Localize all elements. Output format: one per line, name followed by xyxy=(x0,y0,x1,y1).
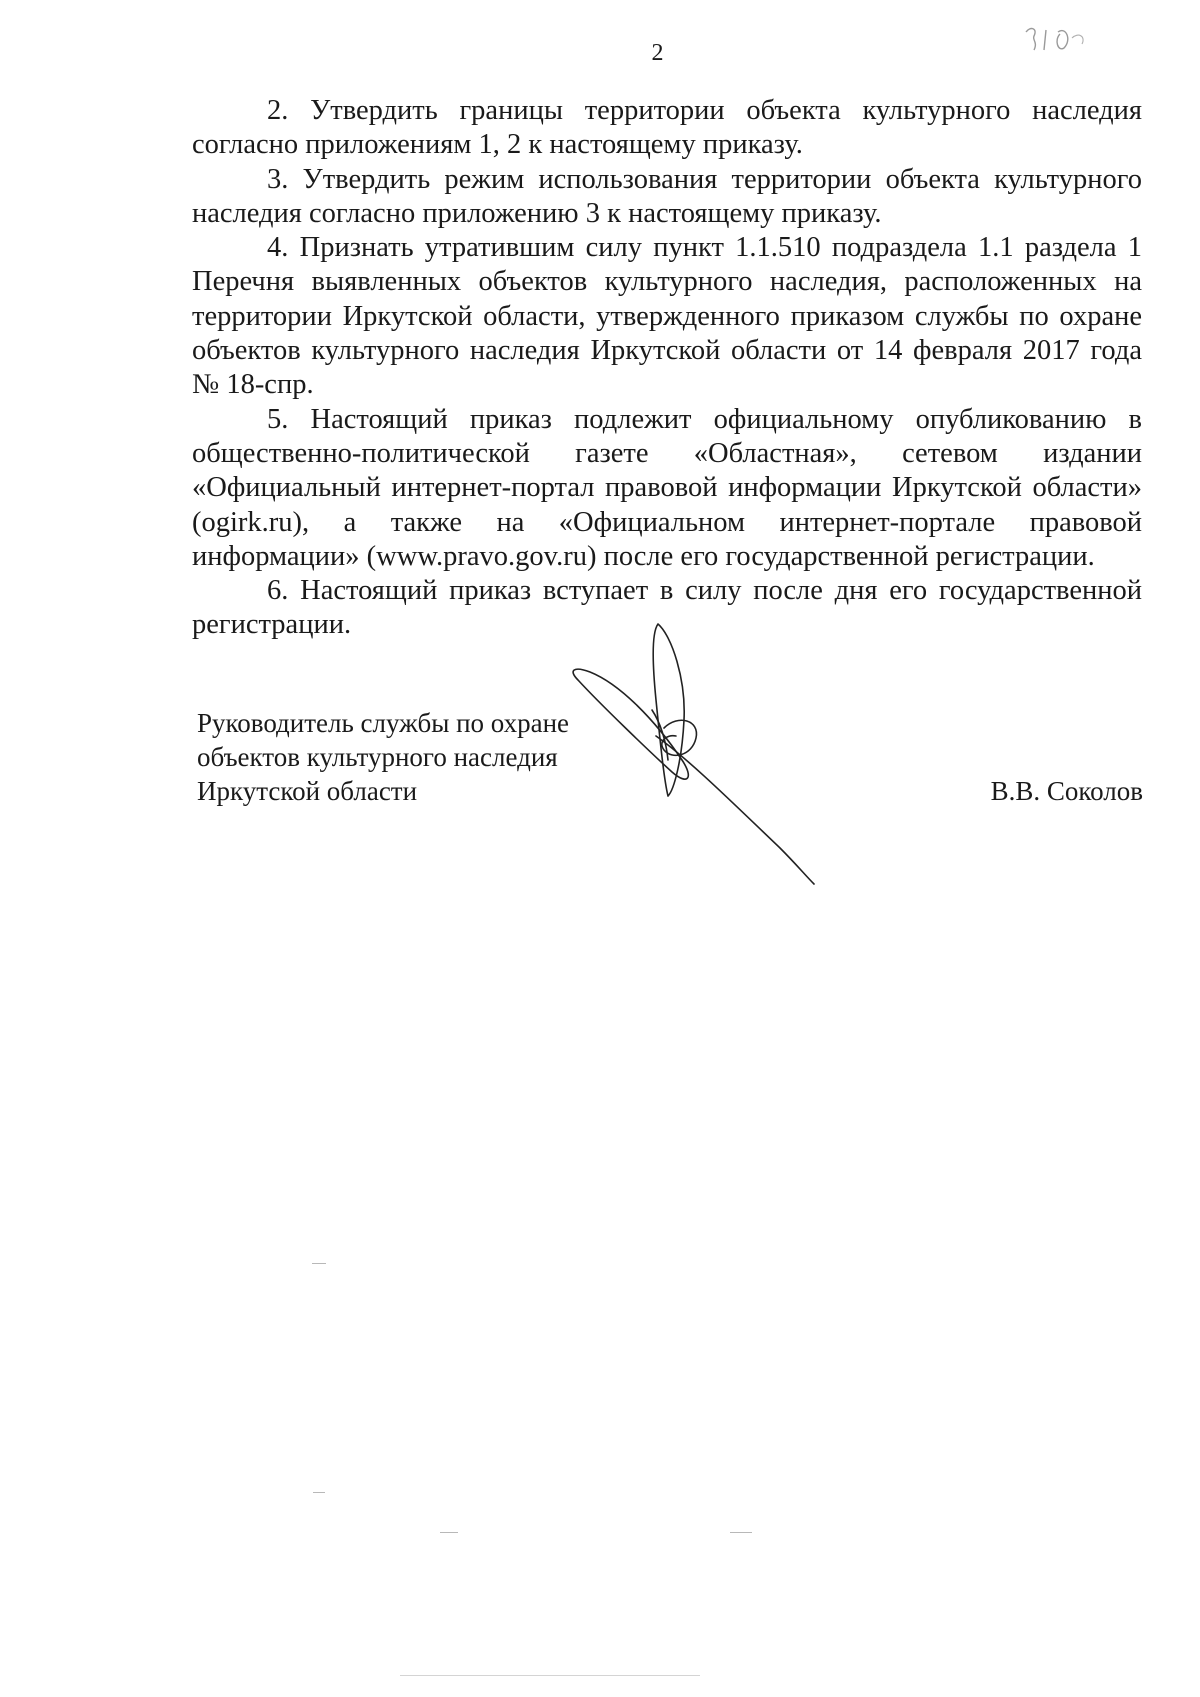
signatory-position xyxy=(197,706,569,808)
signatory-position-line: Иркутской области xyxy=(197,776,418,806)
paragraph-item-4: 4. Признать утратившим силу пункт 1.1.510 подраздела 1.1 раздела 1 Перечня выявленных объектов культурного наследия, расположенных на территории Иркутской области, утвержденного приказом службы по охране объектов культурного наследия Иркутской области от 14 февраля 2017 года № 18-спр. xyxy=(192,232,1142,401)
order-body xyxy=(192,94,1142,643)
scan-speck xyxy=(730,1532,752,1533)
handwritten-page-mark xyxy=(1020,20,1100,60)
scan-speck xyxy=(440,1532,458,1533)
scan-speck xyxy=(313,1492,325,1493)
paragraph-item-2: 2. Утвердить границы территории объекта культурного наследия согласно приложениям 1, 2 к настоящему приказу. xyxy=(192,95,1142,161)
signatory-position-line: Руководитель службы по охране xyxy=(197,708,570,738)
signatory-position-line: объектов культурного наследия xyxy=(197,742,558,772)
scan-speck xyxy=(312,1263,326,1264)
paragraph-item-3: 3. Утвердить режим использования территории объекта культурного наследия согласно приложению 3 к настоящему приказу. xyxy=(192,163,1142,229)
scan-speck xyxy=(400,1675,700,1676)
handwritten-signature xyxy=(560,610,860,910)
page-number: 2 xyxy=(651,40,664,66)
signatory-name: В.В. Соколов xyxy=(990,776,1143,806)
paragraph-item-5: 5. Настоящий приказ подлежит официальному опубликованию в общественно-политической газете «Областная», сетевом издании «Официальный интернет-портал правовой информации Иркутской области» (ogirk.ru), а также на «Официальном интернет-портале правовой информации» (www.pravo.gov.ru) после его государственной регистрации. xyxy=(192,403,1142,572)
paragraph-item-6: 6. Настоящий приказ вступает в силу после дня его государственной регистрации. xyxy=(192,575,1142,641)
